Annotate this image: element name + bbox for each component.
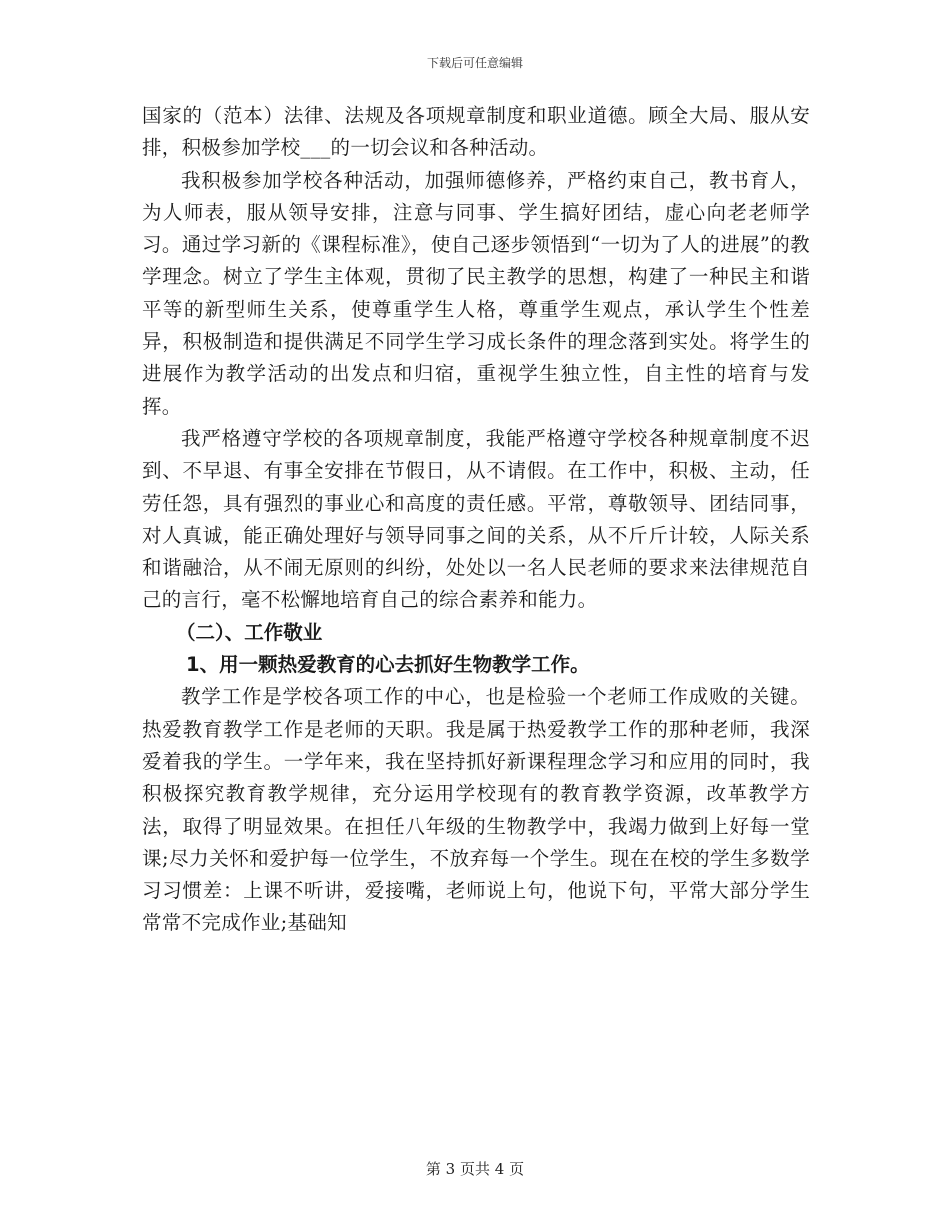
paragraph-teacher-ethics: 我积极参加学校各种活动，加强师德修养，严格约束自己，教书育人，为人师表，服从领导安排，注意与同事、学生搞好团结，虚心向老老师学习。通过学习新的《课程标准》，使自己逐步领悟到“一切为了人的进展”的教学理念。树立了学生主体观，贯彻了民主教学的思想，构建了一种民主和谐平等的新型师生关系，使尊重学生人格，尊重学生观点，承认学生个性差异，积极制造和提供满足不同学生学习成长条件的理念落到实处。将学生的进展作为教学活动的出发点和归宿，重视学生独立性，自主性的培育与发挥。 [142,168,810,418]
paragraph-discipline: 我严格遵守学校的各项规章制度，我能严格遵守学校各种规章制度不迟到、不早退、有事全安排在节假日，从不请假。在工作中，积极、主动，任劳任怨，具有强烈的事业心和高度的责任感。平常，尊敬领导、团结同事，对人真诚，能正确处理好与领导同事之间的关系，从不斤斤计较，人际关系和谐融洽，从不闹无原则的纠纷，处处以一名人民老师的要求来法律规范自己的言行，毫不松懈地培育自己的综合素养和能力。 [142,426,810,612]
document-body [142,100,810,940]
paragraph-continued: 国家的（范本）法律、法规及各项规章制度和职业道德。顾全大局、服从安排，积极参加学校___的一切会议和各种活动。 [142,104,810,160]
sub-heading: 1、用一颗热爱教育的心去抓好生物教学工作。 [186,653,590,677]
page-number: 第 3 页共 4 页 [425,1160,525,1178]
section-heading: （二）、工作敬业 [176,620,323,644]
page-header-note: 下载后可任意编辑 [426,56,523,70]
paragraph-teaching-work: 教学工作是学校各项工作的中心，也是检验一个老师工作成败的关键。热爱教育教学工作是老师的天职。我是属于热爱教学工作的那种老师，我深爱着我的学生。一学年来，我在坚持抓好新课程理念学习和应用的同时，我积极探究教育教学规律，充分运用学校现有的教育教学资源，改革教学方法，取得了明显效果。在担任八年级的生物教学中，我竭力做到上好每一堂课;尽力关怀和爱护每一位学生，不放弃每一个学生。现在在校的学生多数学习习惯差：上课不听讲，爱接嘴，老师说上句，他说下句，平常大部分学生常常不完成作业;基础知 [142,685,810,935]
